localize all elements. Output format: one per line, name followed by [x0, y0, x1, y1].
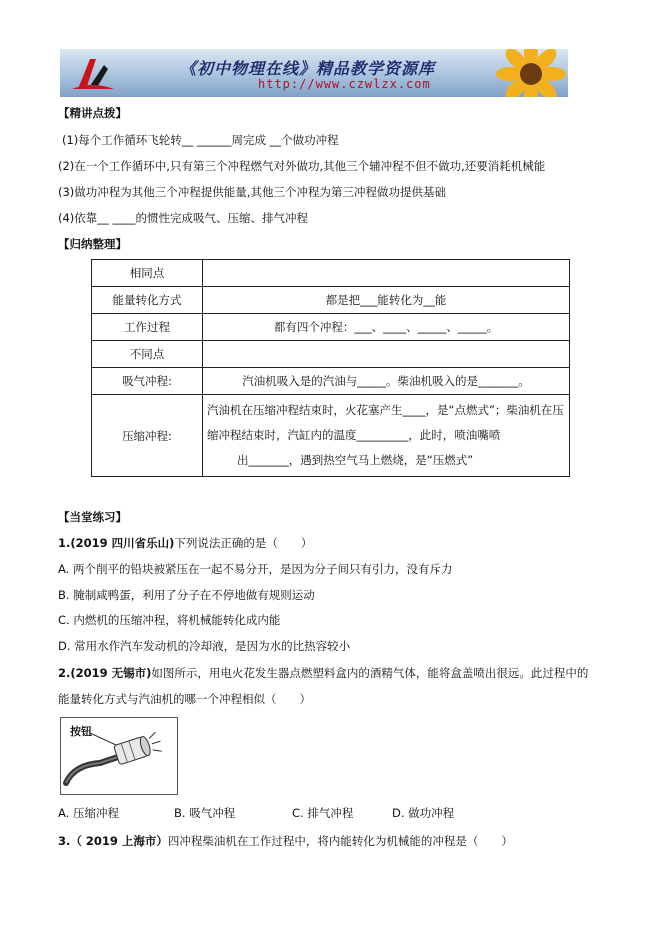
q2-option-c: C. 排气冲程	[292, 806, 354, 820]
point-line-4: (4)依靠__ ____的惯性完成吸气、压缩、排气冲程	[58, 211, 308, 225]
row-label: 吸气冲程:	[92, 368, 203, 395]
q2-option-d: D. 做功冲程	[392, 806, 455, 820]
point-line-2: (2)在一个工作循环中,只有第三个冲程燃气对外做功,其他三个辅冲程不但不做功,还要消耗机械能	[58, 159, 546, 173]
question-3	[58, 833, 513, 849]
row-label: 能量转化方式	[92, 287, 203, 314]
q1-option-b: B. 腌制咸鸭蛋，利用了分子在不停地做有规则运动	[58, 588, 315, 602]
row-content: 汽油机吸入是的汽油与_____。柴油机吸入的是_______。	[203, 368, 570, 395]
question-number: 3.	[58, 834, 71, 848]
row-label: 工作过程	[92, 314, 203, 341]
logo-icon	[70, 55, 116, 93]
question-source: (2019 无锡市)	[70, 666, 152, 680]
q2-options	[58, 805, 454, 821]
table-row	[92, 314, 570, 341]
heading-key-points: 【精讲点拨】	[58, 106, 127, 120]
question-number: 1.	[58, 536, 71, 550]
question-2-stem-cont: 能量转化方式与汽油机的哪一个冲程相似（ ）	[58, 692, 311, 706]
question-stem: 下列说法正确的是（ ）	[174, 536, 313, 550]
row-label: 压缩冲程:	[92, 395, 203, 477]
heading-summary: 【归纳整理】	[58, 237, 127, 251]
banner-title: 《初中物理在线》精品教学资源库	[180, 59, 436, 78]
point-line-3: (3)做功冲程为其他三个冲程提供能量,其他三个冲程为第三冲程做功提供基础	[58, 185, 446, 199]
summary-table	[91, 259, 570, 477]
row-content: 都是把___能转化为__能	[203, 287, 570, 314]
heading-practice: 【当堂练习】	[58, 510, 127, 524]
row-label: 不同点	[92, 341, 203, 368]
content-line: 缩冲程结束时，汽缸内的温度_________，此时，喷油嘴喷	[207, 428, 501, 442]
row-content: 都有四个冲程：___、____、_____、_____。	[203, 314, 570, 341]
figure-label: 按钮	[70, 725, 92, 738]
q2-option-b: B. 吸气冲程	[174, 806, 236, 820]
header-banner	[60, 49, 568, 97]
question-1	[58, 535, 312, 551]
banner-url: http://www.czwlzx.com	[258, 77, 431, 91]
question-2	[58, 665, 588, 681]
table-row	[92, 260, 570, 287]
question-stem: 如图所示，用电火花发生器点燃塑料盒内的酒精气体，能将盒盖喷出很远。此过程中的	[151, 666, 589, 680]
question-number: 2.	[58, 666, 71, 680]
spark-generator-figure	[60, 717, 178, 795]
q1-option-a: A. 两个削平的铅块被紧压在一起不易分开，是因为分子间只有引力，没有斥力	[58, 562, 453, 576]
row-content	[203, 260, 570, 287]
table-row	[92, 395, 570, 477]
question-source: （ 2019 上海市）	[70, 834, 168, 848]
question-source: (2019 四川省乐山)	[70, 536, 175, 550]
q1-option-c: C. 内燃机的压缩冲程，将机械能转化成内能	[58, 613, 281, 627]
row-content	[203, 395, 570, 477]
table-row	[92, 287, 570, 314]
q1-option-d: D. 常用水作汽车发动机的冷却液，是因为水的比热容较小	[58, 639, 351, 653]
sunflower-icon	[486, 49, 568, 97]
table-row	[92, 368, 570, 395]
row-label: 相同点	[92, 260, 203, 287]
content-line: 出_______，遇到热空气马上燃烧，是“压燃式”	[237, 453, 474, 467]
question-stem: 四冲程柴油机在工作过程中，将内能转化为机械能的冲程是（ ）	[167, 834, 513, 848]
table-row	[92, 341, 570, 368]
content-line: 汽油机在压缩冲程结束时，火花塞产生____，是“点燃式”；柴油机在压	[207, 403, 564, 417]
point-line-1: (1)每个工作循环飞轮转__ ______周完成 __个做功冲程	[62, 133, 339, 147]
row-content	[203, 341, 570, 368]
q2-option-a: A. 压缩冲程	[58, 806, 119, 820]
